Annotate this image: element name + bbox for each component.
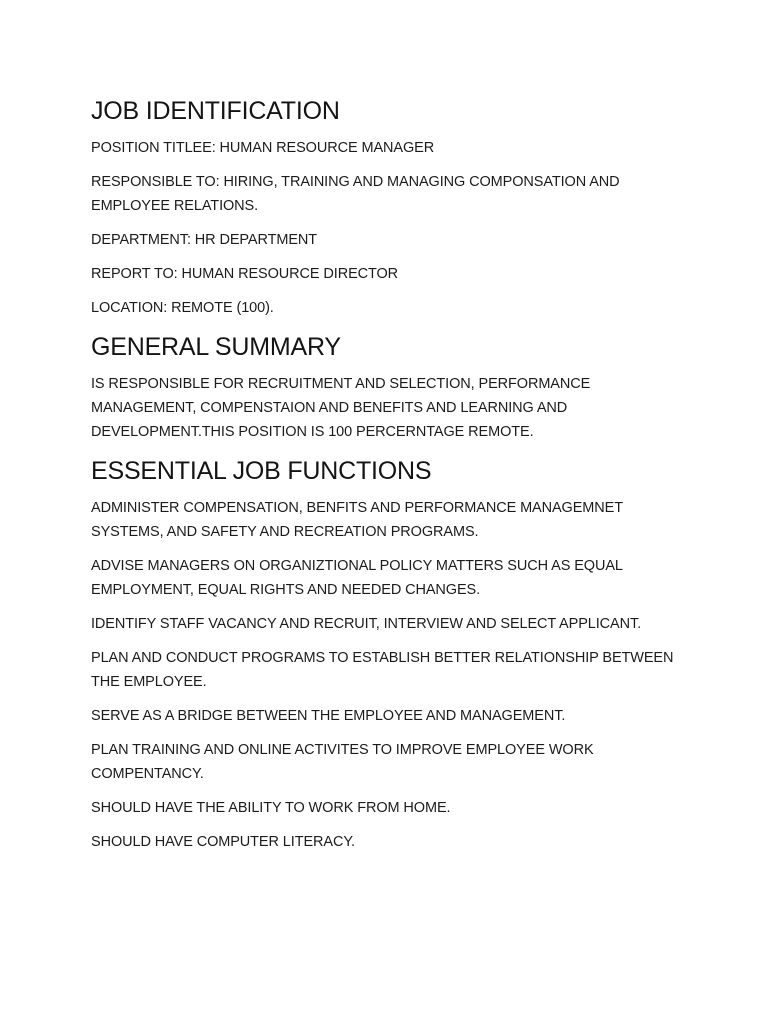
heading-essential-job-functions: ESSENTIAL JOB FUNCTIONS bbox=[91, 457, 432, 485]
function-item: SHOULD HAVE COMPUTER LITERACY. bbox=[91, 834, 355, 850]
heading-general-summary: GENERAL SUMMARY bbox=[91, 333, 341, 361]
function-item: ADMINISTER COMPENSATION, BENFITS AND PERFORMANCE MANAGEMNET SYSTEMS, AND SAFETY AND RECREATION PROGRAMS. bbox=[91, 500, 623, 540]
document-body bbox=[91, 94, 691, 864]
function-item: PLAN AND CONDUCT PROGRAMS TO ESTABLISH BETTER RELATIONSHIP BETWEEN THE EMPLOYEE. bbox=[91, 650, 674, 690]
department-line: DEPARTMENT: HR DEPARTMENT bbox=[91, 232, 318, 248]
position-title-line: POSITION TITLEE: HUMAN RESOURCE MANAGER bbox=[91, 140, 435, 156]
function-item: IDENTIFY STAFF VACANCY AND RECRUIT, INTERVIEW AND SELECT APPLICANT. bbox=[91, 616, 642, 632]
general-summary-text: IS RESPONSIBLE FOR RECRUITMENT AND SELECTION, PERFORMANCE MANAGEMENT, COMPENSTAION AND BENEFITS AND LEARNING AND DEVELOPMENT.THIS POSITION IS 100 PERCERNTAGE REMOTE. bbox=[91, 376, 591, 440]
heading-job-identification: JOB IDENTIFICATION bbox=[91, 97, 340, 125]
report-to-line: REPORT TO: HUMAN RESOURCE DIRECTOR bbox=[91, 266, 399, 282]
function-item: ADVISE MANAGERS ON ORGANIZTIONAL POLICY MATTERS SUCH AS EQUAL EMPLOYMENT, EQUAL RIGHTS AND NEEDED CHANGES. bbox=[91, 558, 623, 598]
location-line: LOCATION: REMOTE (100). bbox=[91, 300, 274, 316]
function-item: SERVE AS A BRIDGE BETWEEN THE EMPLOYEE AND MANAGEMENT. bbox=[91, 708, 566, 724]
responsible-to-line: RESPONSIBLE TO: HIRING, TRAINING AND MANAGING COMPONSATION AND EMPLOYEE RELATIONS. bbox=[91, 174, 620, 214]
function-item: PLAN TRAINING AND ONLINE ACTIVITES TO IMPROVE EMPLOYEE WORK COMPENTANCY. bbox=[91, 742, 594, 782]
function-item: SHOULD HAVE THE ABILITY TO WORK FROM HOME. bbox=[91, 800, 451, 816]
